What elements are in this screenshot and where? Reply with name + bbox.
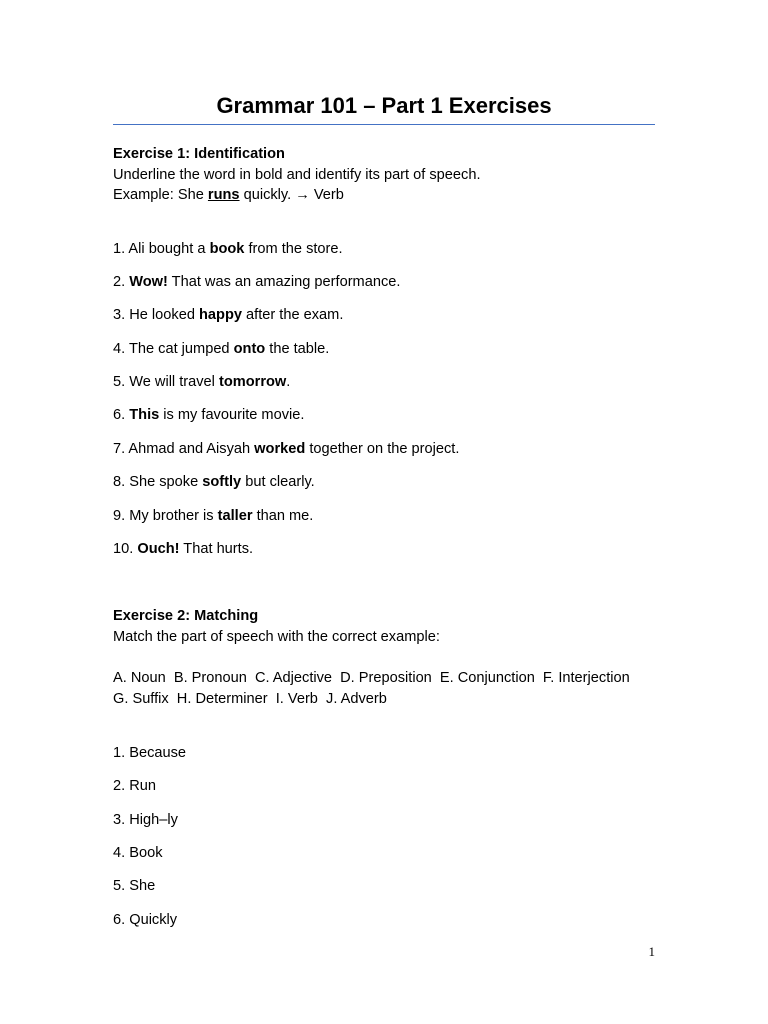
example-prefix: Example: She [113,187,208,203]
exercise1-item [113,507,313,525]
exercise2-options-line2: G. Suffix H. Determiner I. Verb J. Adverb [113,691,387,707]
exercise1-item [113,273,400,291]
item-text: than me. [252,508,314,524]
example-suffix: quickly. → Verb [239,187,344,203]
item-text: . [286,374,291,390]
item-text: That was an amazing performance. [167,274,401,290]
exercise2-item: 2. Run [113,778,156,794]
item-bold-word: Wow! [129,274,168,290]
exercise2-options-line1: A. Noun B. Pronoun C. Adjective D. Preposition E. Conjunction F. Interjection [113,670,630,686]
exercise1-item [113,373,290,391]
item-bold-word: worked [254,441,306,457]
exercise1-item [113,540,253,558]
item-text: 8. She spoke [113,474,203,490]
item-text: but clearly. [241,474,315,490]
exercise1-item [113,240,343,258]
item-bold-word: tomorrow [218,374,287,390]
item-text: 6. [113,407,130,423]
exercise2-item: 4. Book [113,845,163,861]
item-text: 7. Ahmad and Aisyah [113,441,255,457]
exercise2-item: 3. High–ly [113,812,178,828]
exercise1-item [113,406,304,424]
item-text: together on the project. [305,441,460,457]
document-title: Grammar 101 – Part 1 Exercises [216,93,552,118]
item-bold-word: This [129,407,160,423]
exercise2-item: 1. Because [113,745,187,761]
item-text: the table. [265,341,330,357]
exercise1-item [113,440,459,458]
item-text: 9. My brother is [113,508,218,524]
exercise1-item [113,473,315,491]
item-bold-word: Ouch! [137,541,180,557]
item-text: 3. He looked [113,307,199,323]
item-bold-word: onto [233,341,266,357]
item-text: 5. We will travel [113,374,219,390]
exercise1-heading: Exercise 1: Identification [113,146,285,162]
title-rule [113,124,655,125]
exercise1-example [113,186,344,204]
exercise1-item [113,340,329,358]
item-bold-word: happy [199,307,242,323]
item-bold-word: book [209,241,245,257]
exercise2-item: 6. Quickly [113,912,178,928]
item-bold-word: softly [202,474,242,490]
item-text: 2. [113,274,130,290]
item-text: after the exam. [241,307,344,323]
exercise1-item [113,306,343,324]
exercise2-item: 5. She [113,878,156,894]
item-text: from the store. [244,241,343,257]
page-number: 1 [648,944,655,959]
item-bold-word: taller [217,508,253,524]
exercise2-heading: Exercise 2: Matching [113,608,259,624]
item-text: 4. The cat jumped [113,341,234,357]
item-text: 1. Ali bought a [113,241,210,257]
item-text: 10. [113,541,138,557]
item-text: That hurts. [179,541,254,557]
item-text: is my favourite movie. [159,407,305,423]
exercise1-instruction: Underline the word in bold and identify its part of speech. [113,167,481,183]
exercise2-instruction: Match the part of speech with the correct example: [113,629,440,645]
example-target-word: runs [207,187,240,203]
